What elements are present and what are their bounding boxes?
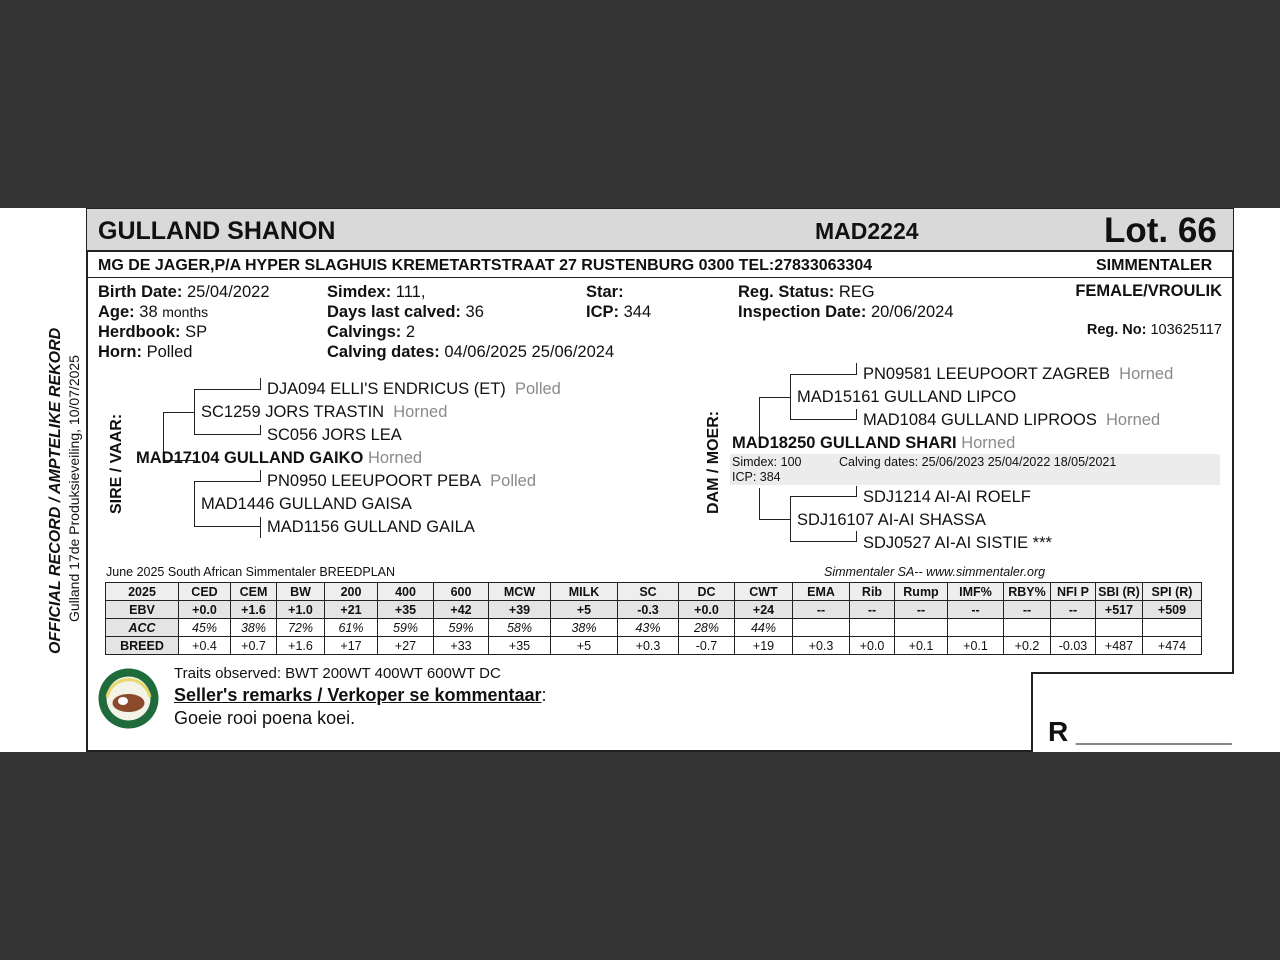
herdbook-label: Herdbook:: [98, 323, 181, 341]
animal-name: GULLAND SHANON: [98, 217, 336, 245]
traits-observed: Traits observed: BWT 200WT 400WT 600WT DC: [174, 665, 501, 682]
reg-number-label: Reg. No:: [1086, 322, 1147, 338]
dam-icp: ICP: 384: [732, 470, 781, 484]
ebv-cell: +1.6: [231, 601, 277, 619]
breed-cell: +0.3: [793, 637, 850, 655]
ebv-cell: --: [1004, 601, 1051, 619]
breed-cell: -0.7: [679, 637, 735, 655]
acc-cell: 38%: [551, 619, 618, 637]
official-record-label: OFFICIAL RECORD / AMPTELIKE REKORD: [47, 327, 64, 654]
ebv-cell: --: [1051, 601, 1096, 619]
ebv-cell: --: [948, 601, 1004, 619]
sire: [136, 449, 422, 468]
seller-remarks-colon: :: [541, 685, 547, 705]
dam-sire-dam-name: MAD1084 GULLAND LIPROOS: [863, 411, 1097, 429]
ebv-cell: +35: [378, 601, 434, 619]
acc-cell: ACC: [106, 619, 179, 637]
header-cell: SC: [618, 583, 679, 601]
sire-sire-dam: SC056 JORS LEA: [267, 426, 402, 444]
ebv-cell: +0.0: [679, 601, 735, 619]
ebv-cell: +39: [489, 601, 551, 619]
lot-number: Lot. 66: [1104, 211, 1217, 250]
dam-sire-sire-horn: Horned: [1119, 365, 1174, 383]
dam-calving-dates: Calving dates: 25/06/2023 25/04/2022 18/05/2021: [839, 455, 1117, 469]
breed-cell: +474: [1143, 637, 1202, 655]
dam-simdex: Simdex: 100: [732, 455, 802, 469]
dam-sire: MAD15161 GULLAND LIPCO: [797, 388, 1017, 406]
acc-row: [106, 619, 1202, 637]
inspection-label: Inspection Date:: [738, 303, 867, 321]
acc-cell: 61%: [325, 619, 378, 637]
acc-cell: 44%: [735, 619, 793, 637]
header-cell: CWT: [735, 583, 793, 601]
horn-label: Horn:: [98, 343, 142, 361]
breed-cell: +0.3: [618, 637, 679, 655]
sire-dam: MAD1446 GULLAND GAISA: [201, 495, 412, 513]
ebv-cell: +517: [1096, 601, 1143, 619]
acc-cell: [1143, 619, 1202, 637]
animal-reg-code: MAD2224: [815, 218, 919, 244]
ebv-table: [105, 582, 1202, 655]
days-last-calved-label: Days last calved:: [327, 303, 461, 321]
acc-cell: [850, 619, 895, 637]
dam-sire-sire: [863, 365, 1173, 384]
acc-cell: [1004, 619, 1051, 637]
header-cell: SBI (R): [1096, 583, 1143, 601]
sale-name-label: Gulland 17de Produksieveiling, 10/07/2025: [66, 355, 82, 622]
header-cell: RBY%: [1004, 583, 1051, 601]
header-cell: Rib: [850, 583, 895, 601]
dam-dam-sire: SDJ1214 AI-AI ROELF: [863, 488, 1031, 506]
sire-sire-sire-horn: Polled: [514, 380, 561, 398]
ebv-cell: +509: [1143, 601, 1202, 619]
breed-cell: +0.2: [1004, 637, 1051, 655]
birth-date: 25/04/2022: [186, 283, 270, 301]
breed-cell: +17: [325, 637, 378, 655]
sex-label: FEMALE/VROULIK: [1075, 282, 1222, 300]
simdex-value: 111,: [395, 283, 426, 301]
acc-cell: [895, 619, 948, 637]
ebv-cell: +5: [551, 601, 618, 619]
header-cell: 200: [325, 583, 378, 601]
age-label: Age:: [98, 303, 135, 321]
sire-sire-sire: [267, 380, 561, 399]
header-cell: DC: [679, 583, 735, 601]
breed-cell: BREED: [106, 637, 179, 655]
acc-cell: [1096, 619, 1143, 637]
calving-dates-value: 04/06/2025 25/06/2024: [444, 343, 615, 361]
breed-cell: -0.03: [1051, 637, 1096, 655]
dam-sire-sire-name: PN09581 LEEUPOORT ZAGREB: [863, 365, 1110, 383]
dam-sire-dam-horn: Horned: [1106, 411, 1161, 429]
dam-horn: Horned: [961, 434, 1016, 452]
sire-sire: [201, 403, 447, 422]
breed-cell: +33: [434, 637, 489, 655]
acc-cell: 38%: [231, 619, 277, 637]
ebv-cell: +42: [434, 601, 489, 619]
header-cell: EMA: [793, 583, 850, 601]
header-cell: 2025: [106, 583, 179, 601]
herdbook-value: SP: [185, 323, 208, 341]
sire-dam-sire-name: PN0950 LEEUPOORT PEBA: [267, 472, 481, 490]
breed-cell: +0.4: [179, 637, 231, 655]
icp-value: 344: [623, 303, 652, 321]
sire-dam-dam: MAD1156 GULLAND GAILA: [267, 518, 475, 536]
ebv-cell: +0.0: [179, 601, 231, 619]
header-cell: NFI P: [1051, 583, 1096, 601]
star-label: Star:: [586, 283, 624, 301]
ebv-cell: --: [850, 601, 895, 619]
birth-label: Birth Date:: [98, 283, 183, 301]
website-link[interactable]: Simmentaler SA-- www.simmentaler.org: [824, 565, 1046, 579]
header-cell: BW: [277, 583, 325, 601]
header-cell: CED: [179, 583, 231, 601]
ebv-cell: -0.3: [618, 601, 679, 619]
header-cell: CEM: [231, 583, 277, 601]
info-column-2: [327, 282, 614, 362]
breed-cell: +0.1: [895, 637, 948, 655]
acc-cell: [793, 619, 850, 637]
inspection-value: 20/06/2024: [870, 303, 954, 321]
breed-row: [106, 637, 1202, 655]
simdex-label: Simdex:: [327, 283, 392, 301]
seller-remarks-title: Seller's remarks / Verkoper se kommentaar: [174, 685, 542, 705]
breed-cell: +5: [551, 637, 618, 655]
sire-sire-horn: Horned: [393, 403, 448, 421]
seller-remarks-heading: [174, 685, 547, 706]
breed-name: SIMMENTALER: [1096, 257, 1213, 274]
lot-card: [0, 208, 1280, 752]
header-cell: Rump: [895, 583, 948, 601]
header-cell: MCW: [489, 583, 551, 601]
breed-cell: +35: [489, 637, 551, 655]
breed-cell: +0.0: [850, 637, 895, 655]
ebv-row: [106, 601, 1202, 619]
age-unit: months: [162, 304, 209, 320]
acc-cell: 72%: [277, 619, 325, 637]
acc-cell: 58%: [489, 619, 551, 637]
ebv-cell: --: [895, 601, 948, 619]
sire-sire-sire-name: DJA094 ELLI'S ENDRICUS (ET): [267, 380, 506, 398]
age-value: 38: [139, 303, 158, 321]
ebv-cell: --: [793, 601, 850, 619]
icp-label: ICP:: [586, 303, 619, 321]
horn-value: Polled: [146, 343, 193, 361]
reg-number-value: 103625117: [1150, 322, 1222, 338]
calving-dates-label: Calving dates:: [327, 343, 440, 361]
breed-cell: +487: [1096, 637, 1143, 655]
dam-dam-dam: SDJ0527 AI-AI SISTIE ***: [863, 534, 1052, 552]
info-column-4: [738, 282, 954, 322]
dam-name: MAD18250 GULLAND SHARI: [732, 434, 957, 452]
breed-cell: +1.6: [277, 637, 325, 655]
ebv-cell: +24: [735, 601, 793, 619]
ebv-header-row: [106, 583, 1202, 601]
sire-sire-name: SC1259 JORS TRASTIN: [201, 403, 385, 421]
breed-cell: +0.7: [231, 637, 277, 655]
ebv-cell: +1.0: [277, 601, 325, 619]
ebv-cell: EBV: [106, 601, 179, 619]
owner-address: MG DE JAGER,P/A HYPER SLAGHUIS KREMETARTSTRAAT 27 RUSTENBURG 0300 TEL:27833063304: [98, 257, 873, 274]
reg-status-label: Reg. Status:: [738, 283, 835, 301]
acc-cell: 43%: [618, 619, 679, 637]
acc-cell: 45%: [179, 619, 231, 637]
ebv-cell: +21: [325, 601, 378, 619]
sire-dam-sire: [267, 472, 536, 491]
header-cell: SPI (R): [1143, 583, 1202, 601]
simmentaler-logo-icon: [97, 667, 160, 730]
sire-name: MAD17104 GULLAND GAIKO: [136, 449, 364, 467]
header-cell: 400: [378, 583, 434, 601]
days-last-calved-value: 36: [465, 303, 484, 321]
calvings-label: Calvings:: [327, 323, 402, 341]
breed-cell: +27: [378, 637, 434, 655]
dam-sire-dam: [863, 411, 1160, 430]
dam: [732, 434, 1015, 453]
reg-number: [1087, 322, 1222, 338]
acc-cell: 28%: [679, 619, 735, 637]
acc-cell: [1051, 619, 1096, 637]
sire-horn: Horned: [367, 449, 423, 467]
breed-cell: +0.1: [948, 637, 1004, 655]
acc-cell: 59%: [434, 619, 489, 637]
dam-dam: SDJ16107 AI-AI SHASSA: [797, 511, 986, 529]
price-field[interactable]: R __________: [1048, 716, 1232, 747]
acc-cell: [948, 619, 1004, 637]
reg-status-value: REG: [838, 283, 875, 301]
header-cell: MILK: [551, 583, 618, 601]
sire-title: SIRE / VAAR:: [108, 413, 125, 514]
sire-dam-sire-horn: Polled: [490, 472, 537, 490]
dam-title: DAM / MOER:: [705, 410, 722, 514]
acc-cell: 59%: [378, 619, 434, 637]
seller-remarks-text: Goeie rooi poena koei.: [174, 708, 356, 728]
header-cell: IMF%: [948, 583, 1004, 601]
info-column-1: [98, 282, 270, 362]
header-cell: 600: [434, 583, 489, 601]
info-column-3: [586, 282, 651, 322]
breedplan-caption: June 2025 South African Simmentaler BREEDPLAN: [106, 565, 396, 579]
breed-cell: +19: [735, 637, 793, 655]
calvings-value: 2: [405, 323, 416, 341]
